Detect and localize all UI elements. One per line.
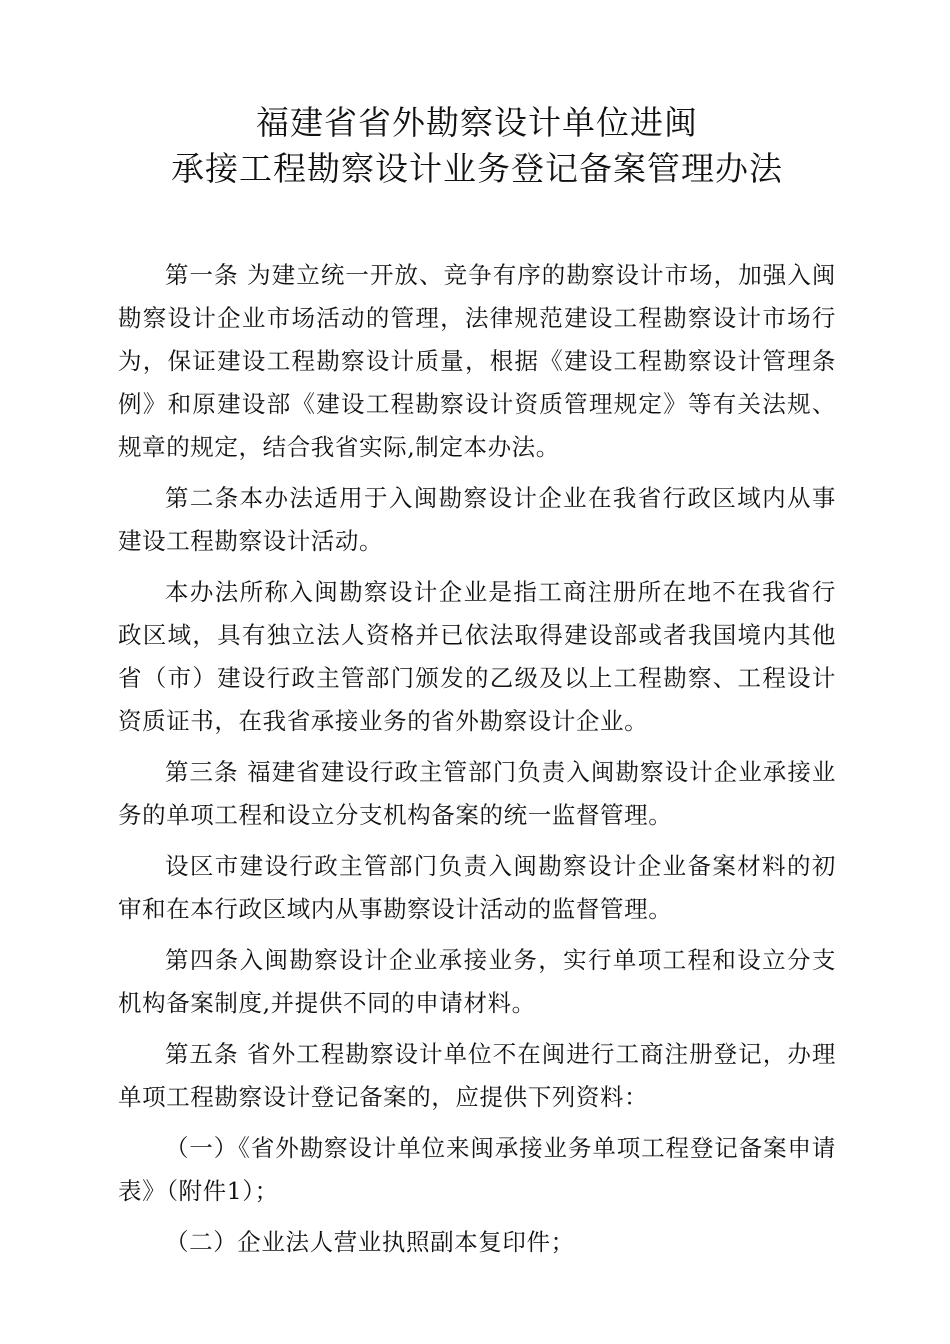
article-5-paragraph: 第五条 省外工程勘察设计单位不在闽进行工商注册登记，办理单项工程勘察设计登记备案的，应提供下列资料： xyxy=(118,1040,836,1111)
article-2-definition-paragraph: 本办法所称入闽勘察设计企业是指工商注册所在地不在我省行政区域，具有独立法人资格并已依法取得建设部或者我国境内其他省（市）建设行政主管部门颁发的乙级及以上工程勘察、工程设计资质证书，在我省承接业务的省外勘察设计企业。 xyxy=(118,578,836,735)
document-body xyxy=(118,254,836,1264)
document-title xyxy=(118,100,836,192)
article-5-item-2: （二）企业法人营业执照副本复印件； xyxy=(165,1228,575,1256)
article-3-paragraph: 第三条 福建省建设行政主管部门负责入闽勘察设计企业承接业务的单项工程和设立分支机构备案的统一监督管理。 xyxy=(118,758,836,829)
title-line-2: 承接工程勘察设计业务登记备案管理办法 xyxy=(171,149,783,188)
article-3-district-paragraph: 设区市建设行政主管部门负责入闽勘察设计企业备案材料的初审和在本行政区域内从事勘察设计活动的监督管理。 xyxy=(118,852,836,923)
article-4-paragraph: 第四条入闽勘察设计企业承接业务，实行单项工程和设立分支机构备案制度,并提供不同的申请材料。 xyxy=(118,946,836,1017)
title-line-1: 福建省省外勘察设计单位进闽 xyxy=(256,103,698,142)
document-page xyxy=(118,100,836,1272)
article-2-paragraph: 第二条本办法适用于入闽勘察设计企业在我省行政区域内从事建设工程勘察设计活动。 xyxy=(118,484,836,555)
article-5-item-1: （一）《省外勘察设计单位来闽承接业务单项工程登记备案申请表》（附件1）； xyxy=(118,1134,836,1205)
article-1-paragraph: 第一条 为建立统一开放、竞争有序的勘察设计市场，加强入闽勘察设计企业市场活动的管理，法律规范建设工程勘察设计市场行为，保证建设工程勘察设计质量，根据《建设工程勘察设计管理条例》和原建设部《建设工程勘察设计资质管理规定》等有关法规、规章的规定，结合我省实际,制定本办法。 xyxy=(118,261,836,461)
